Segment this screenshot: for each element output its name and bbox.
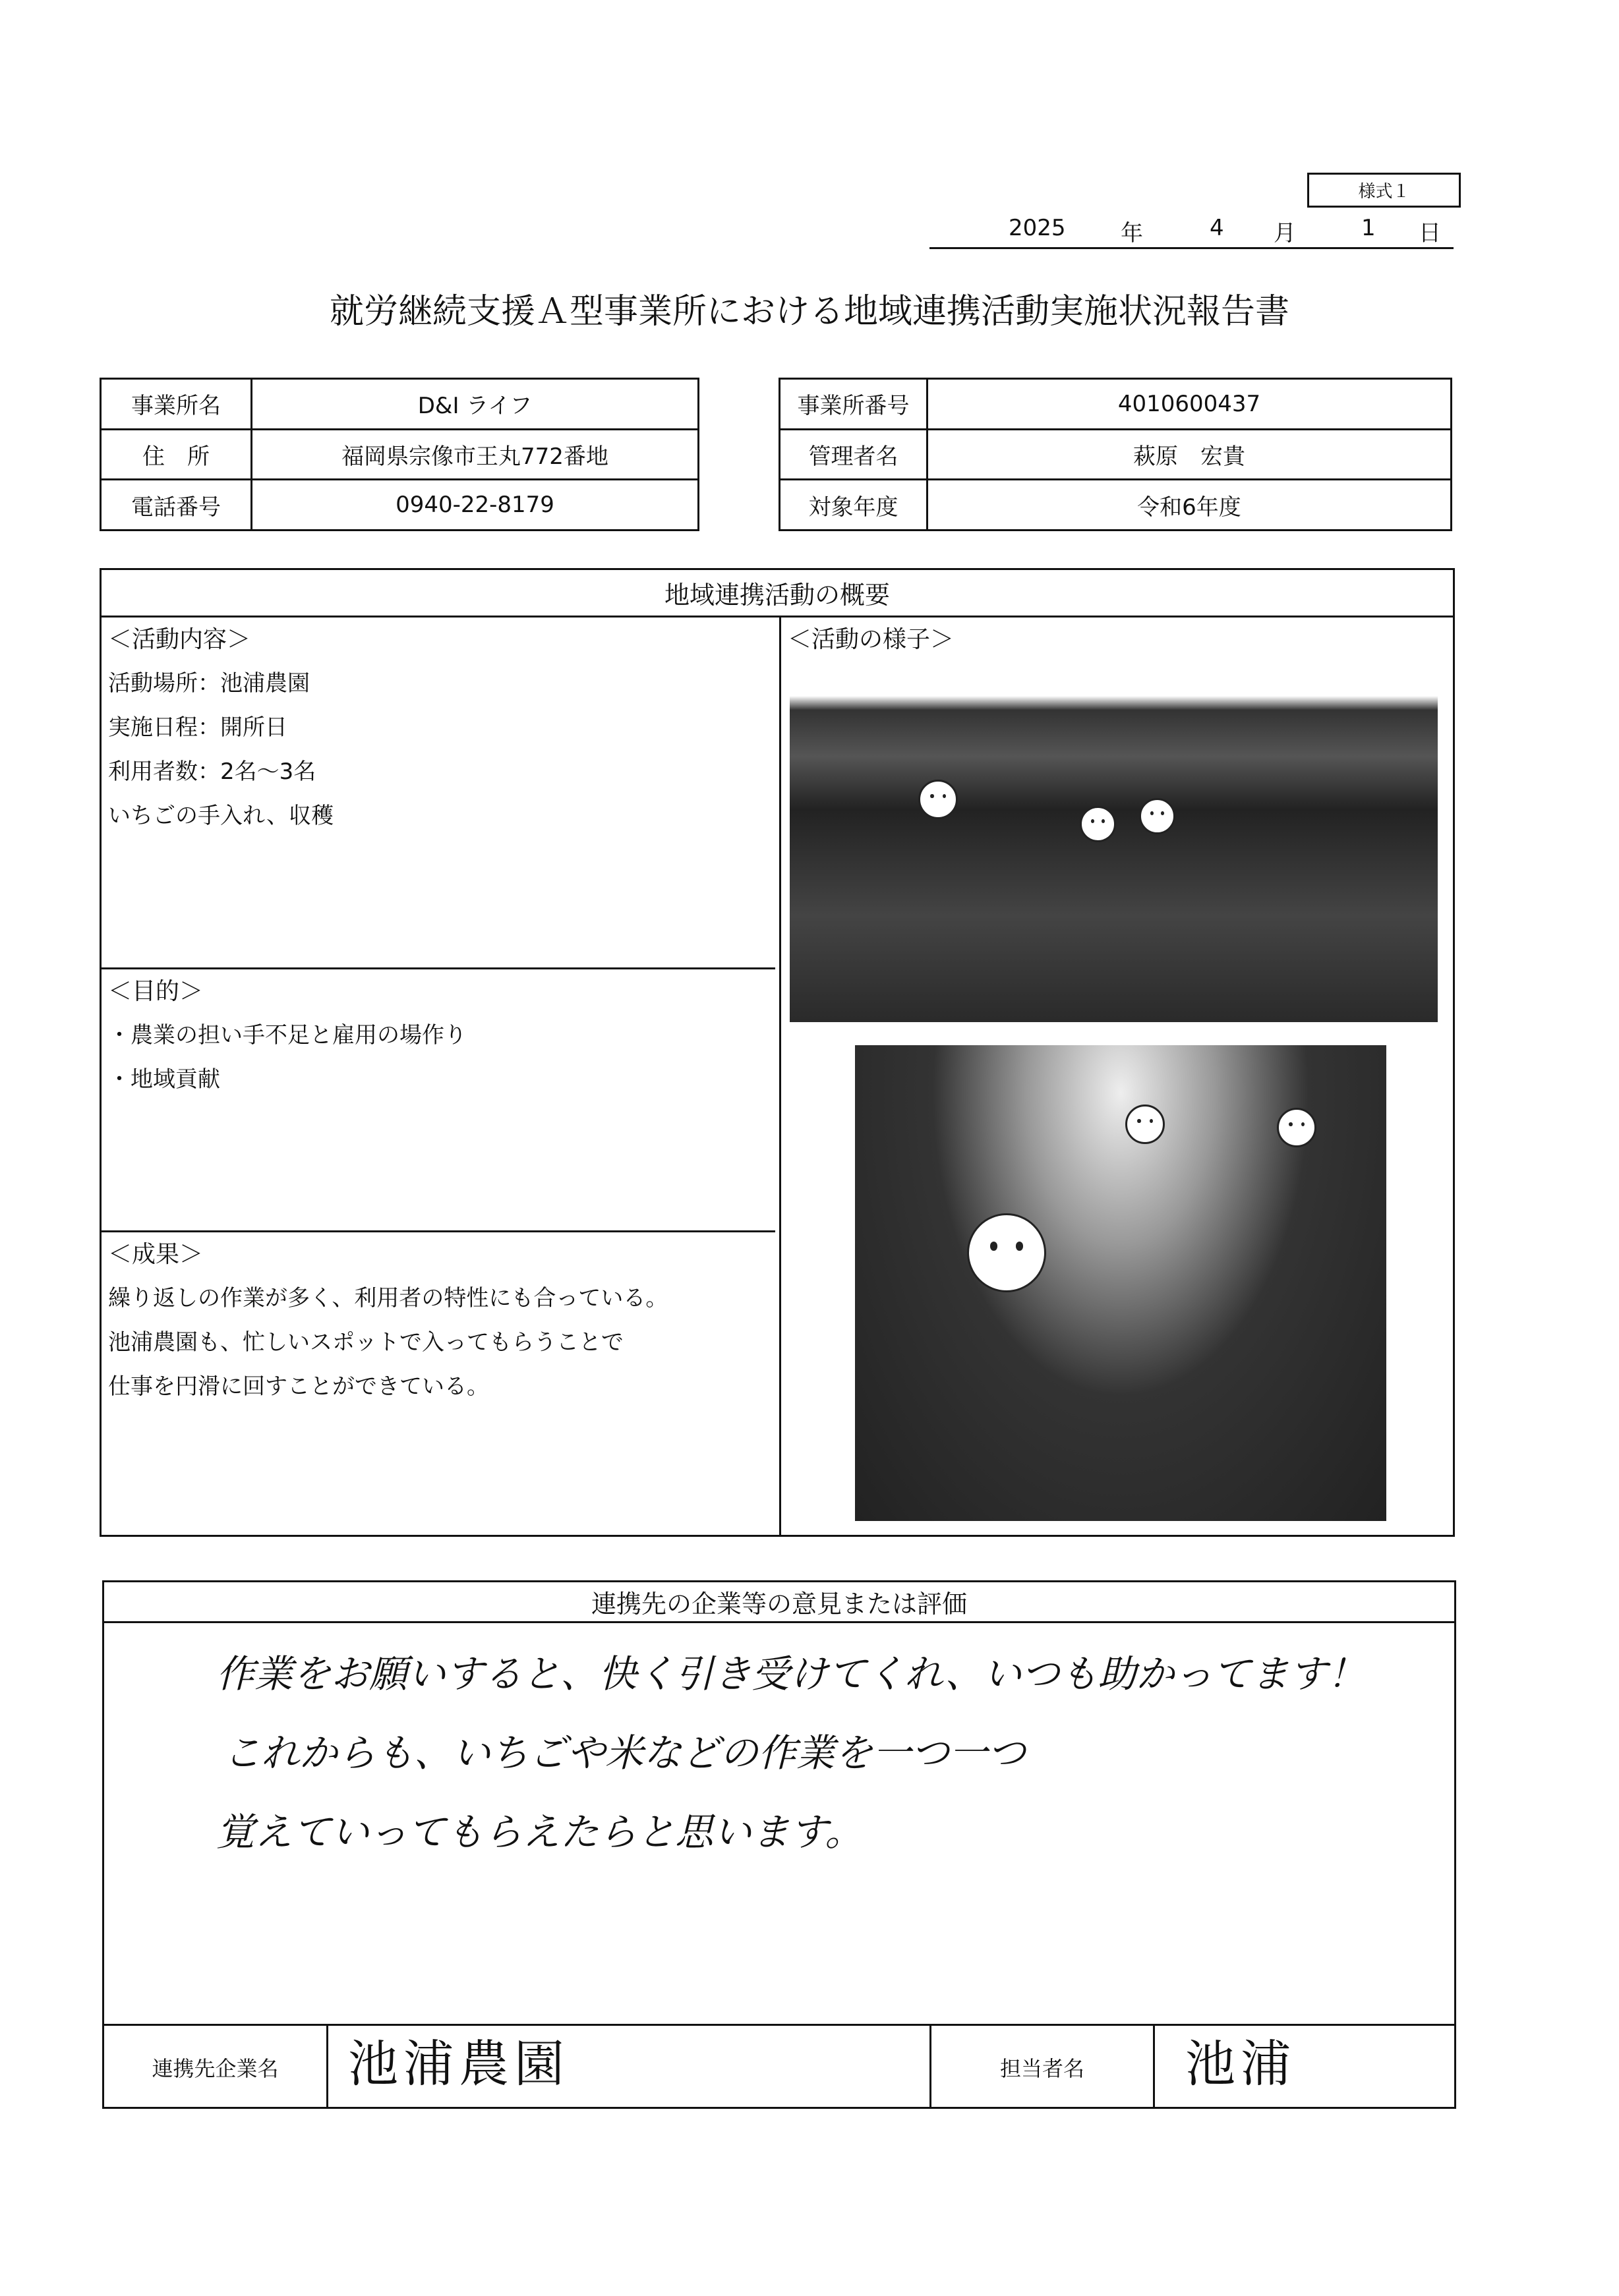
label: 対象年度 [780, 480, 927, 531]
face-mask-icon [918, 780, 958, 819]
value: D&I ライフ [252, 379, 699, 430]
purpose-line: ・地域貢献 [108, 1066, 220, 1093]
page-title: 就労継続支援Ａ型事業所における地域連携活動実施状況報告書 [329, 292, 1289, 331]
evaluation-section [102, 1580, 1456, 2109]
face-mask-icon [1277, 1108, 1316, 1147]
face-mask-icon [967, 1213, 1046, 1292]
activity-line: 活動場所：池浦農園 [108, 670, 310, 697]
activity-line: 利用者数：2名～3名 [108, 759, 316, 785]
evaluation-line: 作業をお願いすると、快く引き受けてくれ、いつも助かってます！ [216, 1651, 1366, 1696]
evaluation-line: 覚えていってもらえたらと思います。 [216, 1810, 864, 1854]
label: 電話番号 [101, 480, 252, 531]
activity-heading: ＜活動内容＞ [108, 626, 251, 653]
activity-photo-field [790, 668, 1438, 1022]
face-mask-icon [1139, 798, 1175, 834]
activity-line: 実施日程：開所日 [108, 714, 287, 741]
overview-header: 地域連携活動の概要 [102, 570, 1453, 617]
contact-value: 池浦 [1185, 2034, 1296, 2093]
results-line: 仕事を円滑に回すことができている。 [108, 1373, 489, 1400]
value: 4010600437 [927, 379, 1452, 430]
date-day: 1 [1361, 215, 1376, 241]
evaluation-line: これからも、いちごや米などの作業を一つ一つ [223, 1731, 1026, 1775]
activity-photo-greenhouse [855, 1045, 1386, 1521]
form-number: 様式１ [1307, 173, 1461, 208]
report-date [929, 210, 1454, 249]
value: 0940-22-8179 [252, 480, 699, 531]
results-line: 繰り返しの作業が多く、利用者の特性にも合っている。 [108, 1285, 668, 1311]
face-mask-icon [1080, 806, 1116, 842]
value: 福岡県宗像市王丸772番地 [252, 429, 699, 480]
evaluation-header: 連携先の企業等の意見または評価 [104, 1582, 1454, 1623]
label: 事業所名 [101, 379, 252, 430]
activity-line: いちごの手入れ、収穫 [108, 803, 334, 829]
contact-label: 担当者名 [929, 2026, 1155, 2109]
purpose-section [102, 969, 779, 1102]
facility-id-table [779, 378, 1452, 531]
overview-section [100, 568, 1455, 1537]
label: 住 所 [101, 429, 252, 480]
purpose-line: ・農業の担い手不足と雇用の場作り [108, 1022, 467, 1048]
day-unit: 日 [1419, 220, 1441, 246]
facility-info-table [100, 378, 699, 531]
date-month: 4 [1210, 215, 1224, 241]
year-unit: 年 [1121, 220, 1143, 246]
date-year: 2025 [1009, 215, 1066, 241]
value: 令和6年度 [927, 480, 1452, 531]
activity-section [102, 617, 779, 838]
results-heading: ＜成果＞ [108, 1241, 204, 1268]
results-section [102, 1232, 779, 1409]
value: 萩原 宏貴 [927, 429, 1452, 480]
purpose-heading: ＜目的＞ [108, 978, 204, 1005]
label: 事業所番号 [780, 379, 927, 430]
photos-heading [781, 617, 954, 662]
face-mask-icon [1125, 1105, 1165, 1144]
partner-label: 連携先企業名 [104, 2026, 328, 2109]
label: 管理者名 [780, 429, 927, 480]
photos-heading-text: ＜活動の様子＞ [788, 626, 955, 653]
results-line: 池浦農園も、忙しいスポットで入ってもらうことで [108, 1329, 624, 1356]
month-unit: 月 [1274, 220, 1296, 246]
partner-value: 池浦農園 [348, 2034, 570, 2093]
